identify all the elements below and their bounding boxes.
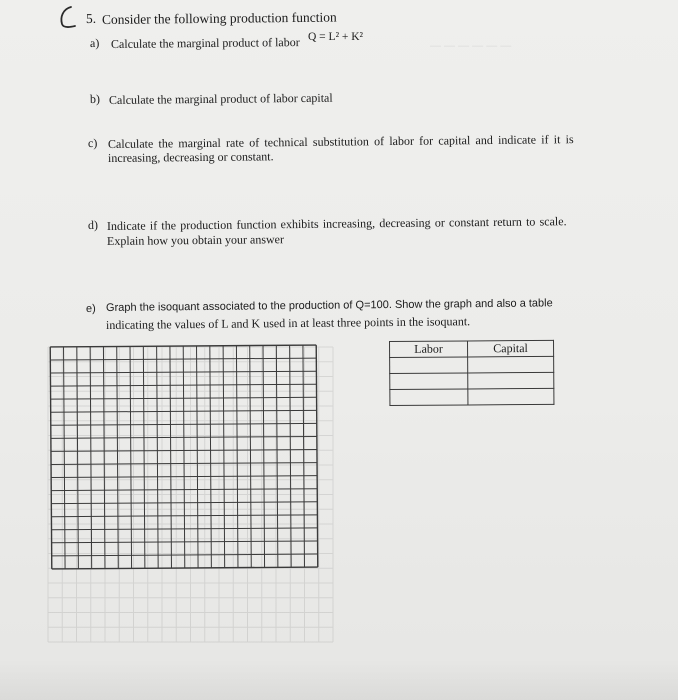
part-c-line1: Calculate the marginal rate of technical substitution of labor for capital and indicate if it is [107, 132, 574, 151]
grid-vertical-line [117, 346, 119, 568]
part-e-line2: indicating the values of L and K used in at least three points in the isoquant. [105, 314, 471, 332]
grid-vertical-line [50, 347, 52, 569]
part-a-label: a) [89, 35, 100, 50]
grid-vertical-line [183, 346, 185, 568]
part-c-label: c) [87, 135, 98, 150]
part-b-text: Calculate the marginal product of labor capital [108, 90, 333, 107]
part-a-text: Calculate the marginal product of labor [110, 35, 300, 51]
labor-cell[interactable] [390, 373, 468, 390]
grid-vertical-line [197, 346, 199, 568]
capital-header: Capital [468, 340, 554, 357]
isoquant-values-table [389, 340, 554, 406]
grid-vertical-line [210, 346, 212, 568]
grid-vertical-line [263, 345, 265, 567]
table-row [390, 356, 554, 373]
part-e-label: e) [85, 302, 96, 315]
grid-vertical-line [103, 347, 105, 569]
grid-vertical-line [143, 346, 145, 568]
grid-vertical-line [130, 346, 132, 568]
labor-cell[interactable] [390, 389, 468, 406]
handwritten-check-icon [57, 5, 79, 31]
grid-vertical-line [170, 346, 172, 568]
grid-vertical-line [223, 346, 225, 568]
question-prompt: Consider the following production function [101, 9, 337, 27]
capital-cell[interactable] [468, 388, 554, 405]
page-shadow [0, 660, 678, 700]
question-number: 5. [85, 10, 97, 26]
table-header-row [390, 340, 554, 357]
grid-vertical-line [250, 346, 252, 568]
grid-vertical-line [276, 345, 278, 567]
grid-vertical-line [236, 346, 238, 568]
grid-vertical-line [316, 345, 318, 567]
grid-vertical-line [90, 347, 92, 569]
capital-cell[interactable] [468, 372, 554, 389]
part-d-label: d) [87, 217, 99, 232]
isoquant-graph-grid[interactable] [48, 343, 320, 571]
grid-vertical-line [157, 346, 159, 568]
part-e-line1: Graph the isoquant associated to the production of Q=100. Show the graph and also a table [105, 297, 553, 314]
table-row [390, 372, 554, 389]
part-b-label: b) [89, 91, 101, 106]
part-c-line2: increasing, decreasing or constant. [107, 149, 274, 165]
grid-vertical-line [303, 345, 305, 567]
grid-vertical-line [77, 347, 79, 569]
capital-cell[interactable] [468, 356, 554, 373]
labor-header: Labor [390, 341, 468, 358]
labor-cell[interactable] [390, 357, 468, 374]
part-d-line1: Indicate if the production function exhibits increasing, decreasing or constant return to scale. [106, 214, 567, 233]
show-through-text: — — — — — — [430, 40, 512, 52]
production-function-equation: Q = L² + K² [308, 31, 364, 43]
grid-vertical-line [64, 347, 66, 569]
part-d-line2: Explain how you obtain your answer [106, 232, 285, 248]
grid-vertical-line [290, 345, 292, 567]
table-row [390, 388, 554, 405]
